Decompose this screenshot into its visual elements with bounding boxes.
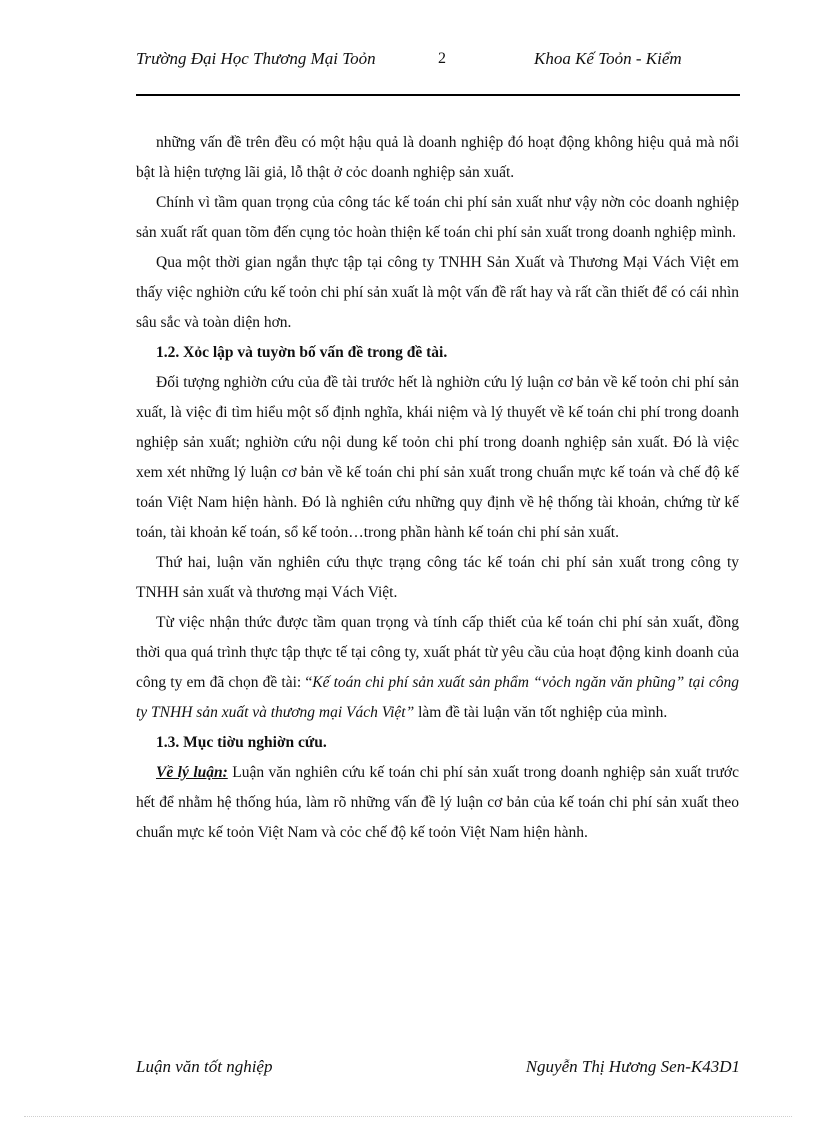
footer-author: Nguyễn Thị Hương Sen-K43D1 <box>525 1057 740 1076</box>
paragraph-6-tail: làm đề tài luận văn tốt nghiệp của mình. <box>414 704 668 721</box>
header-faculty: Khoa Kế Toỏn - Kiểm <box>534 49 682 68</box>
paragraph-7 <box>136 758 739 848</box>
paragraph-2: Chính vì tầm quan trọng của công tác kế toán chi phí sản xuất như vậy nờn cỏc doanh nghiệp sản xuất rất quan tõm đến cụng tỏc hoàn thiện kế toán chi phí sản xuất trong doanh nghiệp mình. <box>136 194 739 241</box>
document-body <box>136 128 739 848</box>
page-header <box>136 48 740 96</box>
paragraph-5: Thứ hai, luận văn nghiên cứu thực trạng công tác kế toán chi phí sản xuất trong công ty TNHH sản xuất và thương mại Vách Việt. <box>136 554 739 601</box>
theory-label: Về lý luận: <box>156 764 228 781</box>
thesis-title: Kế toán chi phí sản xuất sản phẩm “vỏch ngăn văn phũng” tại công ty TNHH sản xuất và thương mại Vách Việt” <box>136 674 739 721</box>
section-heading-1-2: 1.2. Xỏc lập và tuyờn bố vấn đề trong đề tài. <box>156 344 448 361</box>
page-bottom-divider <box>24 1116 792 1117</box>
paragraph-6-lead: Từ việc nhận thức được tầm quan trọng và tính cấp thiết của kế toán chi phí sản xuất, đồng thời qua quá trình thực tập thực tế tại công ty, xuất phát từ yêu cầu của hoạt động kinh doanh của công ty em đã chọn đề tài: “ <box>136 614 739 691</box>
page-number: 2 <box>438 50 446 67</box>
paragraph-6 <box>136 608 739 728</box>
section-heading-1-3: 1.3. Mục tiờu nghiờn cứu. <box>156 734 327 751</box>
footer-thesis-label: Luận văn tốt nghiệp <box>136 1057 273 1076</box>
paragraph-4: Đối tượng nghiờn cứu của đề tài trước hết là nghiờn cứu lý luận cơ bản về kế toỏn chi phí sản xuất, là việc đi tìm hiểu một số định nghĩa, khái niệm và lý thuyết về kế toán chi phí trong doanh nghiệp sản xuất; nghiờn cứu nội dung kế toỏn chi phí trong doanh nghiệp sản xuất. Đó là việc xem xét những lý luận cơ bản về kế toán chi phí sản xuất trong chuẩn mực kế toán và chế độ kế toán Việt Nam hiện hành. Đó là nghiên cứu những quy định về hệ thống tài khoản, chứng từ kế toán, tài khoản kế toán, sổ kế toỏn…trong phần hành kế toán chi phí sản xuất. <box>136 374 739 541</box>
header-school-name: Trường Đại Học Thương Mại Toỏn <box>136 49 376 68</box>
paragraph-1: những vấn đề trên đều có một hậu quả là doanh nghiệp đó hoạt động không hiệu quả mà nổi bật là hiện tượng lãi giả, lỗ thật ở cỏc doanh nghiệp sản xuất. <box>136 134 739 181</box>
paragraph-7-text: Luận văn nghiên cứu kế toán chi phí sản xuất trong doanh nghiệp sản xuất trước hết để nhằm hệ thống húa, làm rõ những vấn đề lý luận cơ bản của kế toán chi phí sản xuất theo chuẩn mực kế toỏn Việt Nam và cỏc chế độ kế toỏn Việt Nam hiện hành. <box>136 764 739 841</box>
paragraph-3: Qua một thời gian ngắn thực tập tại công ty TNHH Sản Xuất và Thương Mại Vách Việt em thấy việc nghiờn cứu kế toỏn chi phí sản xuất là một vấn đề rất hay và rất cần thiết để có cái nhìn sâu sắc và toàn diện hơn. <box>136 254 739 331</box>
